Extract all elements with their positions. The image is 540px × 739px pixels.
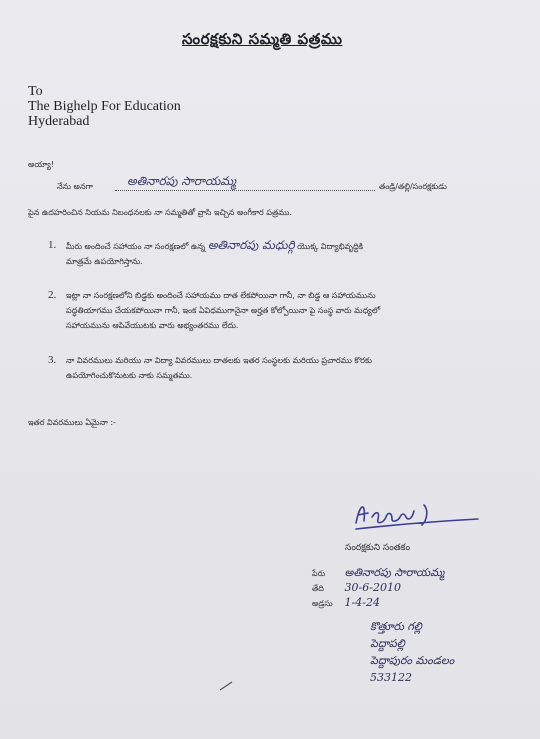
address-line: కొత్తూరు గల్లి: [370, 620, 422, 633]
detail-label: తేది: [312, 584, 324, 593]
item-text-part: సహాయమును ఆపివేయుటకు వారు అభ్యంతరము లేదు.: [66, 321, 239, 330]
item-text-part: ఇట్లా నా సంరక్షణలోని బిడ్డకు అందించే సహాయము దాత లేకపోయినా గానీ, నా బిడ్డ ఆ సహాయమును: [66, 291, 376, 300]
item-text-part: యొక్క విద్యాభివృద్ధికి: [297, 242, 364, 251]
name-prefix: నేను అనగా: [57, 182, 93, 191]
detail-label: పేరు: [312, 569, 326, 578]
address-line: 533122: [370, 671, 412, 684]
consent-item: [48, 353, 488, 383]
handwritten-guardian-name: అతినారపు సారాయమ్మ: [127, 174, 236, 188]
item-number: 2.: [48, 289, 57, 301]
recipient-address: [28, 84, 181, 129]
item-text: [66, 288, 488, 333]
item-number: 1.: [48, 239, 57, 251]
item-text: [66, 238, 488, 269]
detail-row: [312, 566, 444, 581]
item-text-part: మాత్రమే ఉపయోగిస్తాను.: [66, 257, 143, 266]
guardian-signature: [352, 495, 482, 535]
salutation: అయ్యా!: [28, 160, 55, 169]
detail-row: [312, 596, 444, 611]
address-line: The Bighelp For Education: [28, 99, 181, 114]
detail-value: 1-4-24: [344, 596, 380, 609]
intro-statement: పైన ఉదహరించిన నియమ నిబంధనలకు నా సమ్మతితో వ్రాసి ఇచ్చిన అంగీకార పత్రము.: [28, 208, 292, 217]
detail-row: [312, 581, 444, 596]
item-text-part: నా వివరములు మరియు నా విద్యా వివరములు దాతలకు ఇతర సంస్థలకు మరియు ప్రచారము కొరకు: [66, 356, 372, 365]
address-line: పెద్దాపురం మండలం: [370, 654, 455, 667]
item-number: 3.: [48, 354, 57, 366]
item-text-part: మీరు అందించే సహాయం నా సంరక్షణలో ఉన్న: [66, 242, 206, 251]
handwritten-address: [370, 618, 454, 686]
item-text-part: ఉపయోగించుకొనుటకు నాకు సమ్మతము.: [66, 371, 193, 380]
address-line: To: [28, 84, 43, 99]
detail-value: 30-6-2010: [344, 581, 401, 594]
other-details-label: ఇతర వివరములు ఏమైనా :-: [28, 418, 116, 427]
address-line: పెద్దాపల్లి: [370, 637, 405, 650]
consent-item: [48, 288, 488, 333]
signature-label: సంరక్షకుని సంతకం: [345, 543, 411, 553]
address-line: Hyderabad: [28, 114, 90, 129]
item-text: [66, 353, 488, 383]
item-text-part: పద్ధతియాగము చేయకపోయినా గానీ, ఇంక ఏవిధముగానైనా అర్హత కోల్పోయినా పై సంస్థ వారు మధ్యలో: [66, 306, 381, 315]
detail-label: అడ్రసు: [312, 599, 333, 608]
handwritten-student-name: అతినారపు మధుర్గి: [207, 238, 295, 252]
relation-label: తండ్రి/తల్లి/సంరక్షకుడు: [379, 182, 447, 191]
document-title: సంరక్షకుని సమ్మతి పత్రము: [182, 30, 343, 48]
detail-value: అతినారపు సారాయమ్మ: [344, 566, 445, 579]
guardian-details: [312, 566, 444, 611]
consent-item: [48, 238, 488, 269]
pen-mark: [218, 680, 236, 692]
